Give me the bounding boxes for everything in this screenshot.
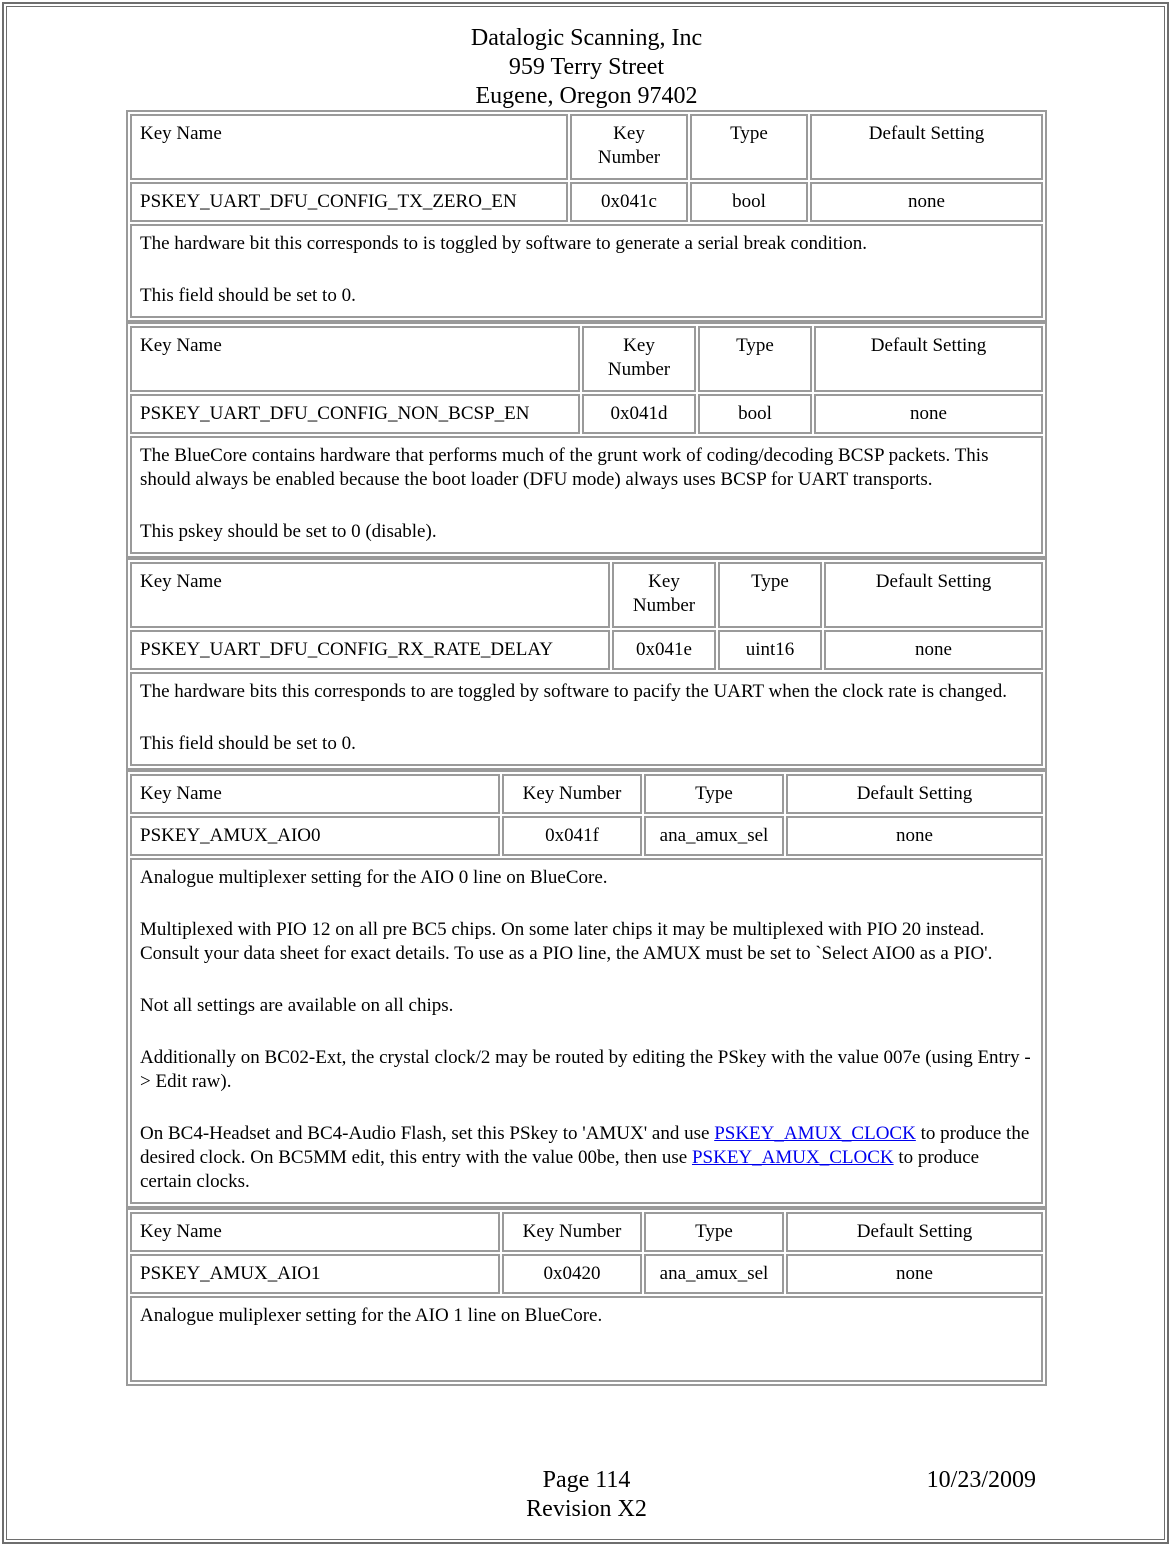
type-value: ana_amux_sel (644, 816, 784, 856)
key-number-value: 0x041e (612, 630, 716, 670)
col-key-name: Key Name (130, 326, 580, 392)
col-key-number: Key Number (582, 326, 696, 392)
key-number-value: 0x0420 (502, 1254, 642, 1294)
col-default-setting: Default Setting (786, 774, 1043, 814)
company-city: Eugene, Oregon 97402 (475, 83, 698, 109)
description-row (130, 1296, 1043, 1382)
col-default-setting: Default Setting (786, 1212, 1043, 1252)
description-paragraph: Analogue muliplexer setting for the AIO 1 line on BlueCore. (140, 1305, 603, 1326)
default-value: none (814, 394, 1043, 434)
col-key-name: Key Name (130, 774, 500, 814)
table-header-row (130, 326, 1043, 392)
pskey-table (126, 1208, 1047, 1386)
key-number-value: 0x041d (582, 394, 696, 434)
default-value: none (810, 182, 1043, 222)
description-cell (130, 436, 1043, 554)
col-type: Type (644, 1212, 784, 1252)
company-name: Datalogic Scanning, Inc (470, 25, 703, 51)
description-row (130, 858, 1043, 1204)
page-number: Page 114 (542, 1467, 631, 1493)
type-value: uint16 (718, 630, 822, 670)
description-cell (130, 224, 1043, 318)
pskey-tables (126, 110, 1047, 1386)
description-paragraph: The BlueCore contains hardware that performs much of the grunt work of coding/decoding BCSP packets. This should always be enabled because the boot loader (DFU mode) always uses BCSP for UART transports. (140, 445, 989, 490)
col-default-setting: Default Setting (814, 326, 1043, 392)
col-key-name: Key Name (130, 562, 610, 628)
description-row (130, 672, 1043, 766)
description-text: On BC4-Headset and BC4-Audio Flash, set this PSkey to 'AMUX' and use (140, 1123, 715, 1144)
pskey-amux-clock-link[interactable]: PSKEY_AMUX_CLOCK (691, 1147, 894, 1168)
key-name-value: PSKEY_UART_DFU_CONFIG_TX_ZERO_EN (130, 182, 568, 222)
description-text: to produce the desired clock. On BC5MM edit, this entry with the value 00be, then use (140, 1123, 1030, 1168)
description-cell (130, 672, 1043, 766)
table-header-row (130, 774, 1043, 814)
col-type: Type (698, 326, 812, 392)
col-type: Type (690, 114, 808, 180)
col-key-number: Key Number (570, 114, 688, 180)
description-paragraph: The hardware bits this corresponds to are toggled by software to pacify the UART when the clock rate is changed. (140, 681, 1007, 702)
key-name-value: PSKEY_UART_DFU_CONFIG_RX_RATE_DELAY (130, 630, 610, 670)
col-key-number: Key Number (612, 562, 716, 628)
col-type: Type (718, 562, 822, 628)
col-key-number: Key Number (502, 1212, 642, 1252)
type-value: bool (690, 182, 808, 222)
key-number-value: 0x041f (502, 816, 642, 856)
letterhead (0, 24, 1173, 111)
description-paragraph: This field should be set to 0. (140, 733, 356, 754)
description-paragraph: This pskey should be set to 0 (disable). (140, 521, 437, 542)
key-name-value: PSKEY_AMUX_AIO1 (130, 1254, 500, 1294)
default-value: none (824, 630, 1043, 670)
col-type: Type (644, 774, 784, 814)
default-value: none (786, 1254, 1043, 1294)
type-value: ana_amux_sel (644, 1254, 784, 1294)
col-key-number: Key Number (502, 774, 642, 814)
page-footer (0, 1466, 1173, 1524)
key-number-value: 0x041c (570, 182, 688, 222)
company-street: 959 Terry Street (508, 54, 665, 80)
table-row (130, 182, 1043, 222)
col-key-name: Key Name (130, 1212, 500, 1252)
description-cell (130, 858, 1043, 1204)
table-row (130, 816, 1043, 856)
description-paragraph: This field should be set to 0. (140, 285, 356, 306)
pskey-amux-clock-link[interactable]: PSKEY_AMUX_CLOCK (714, 1123, 916, 1144)
description-paragraph-with-links (140, 1122, 1033, 1194)
revision: Revision X2 (526, 1496, 647, 1522)
footer-date: 10/23/2009 (926, 1467, 1036, 1493)
description-text: to produce certain clocks. (140, 1147, 980, 1192)
description-row (130, 436, 1043, 554)
col-key-name: Key Name (130, 114, 568, 180)
table-row (130, 394, 1043, 434)
default-value: none (786, 816, 1043, 856)
col-default-setting: Default Setting (810, 114, 1043, 180)
table-header-row (130, 562, 1043, 628)
description-paragraph: Additionally on BC02-Ext, the crystal clock/2 may be routed by editing the PSkey with the value 007e (using Entry -> Edit raw). (140, 1047, 1031, 1092)
pskey-table (126, 322, 1047, 558)
key-name-value: PSKEY_AMUX_AIO0 (130, 816, 500, 856)
col-default-setting: Default Setting (824, 562, 1043, 628)
description-row (130, 224, 1043, 318)
table-header-row (130, 1212, 1043, 1252)
description-paragraph: Not all settings are available on all chips. (140, 995, 454, 1016)
description-cell (130, 1296, 1043, 1382)
pskey-table (126, 110, 1047, 322)
spacer (140, 1356, 1033, 1372)
key-name-value: PSKEY_UART_DFU_CONFIG_NON_BCSP_EN (130, 394, 580, 434)
pskey-table (126, 770, 1047, 1208)
table-row (130, 630, 1043, 670)
table-header-row (130, 114, 1043, 180)
description-paragraph: Analogue multiplexer setting for the AIO 0 line on BlueCore. (140, 867, 608, 888)
type-value: bool (698, 394, 812, 434)
table-row (130, 1254, 1043, 1294)
pskey-table (126, 558, 1047, 770)
description-paragraph: The hardware bit this corresponds to is toggled by software to generate a serial break condition. (140, 233, 868, 254)
description-paragraph: Multiplexed with PIO 12 on all pre BC5 chips. On some later chips it may be multiplexed with PIO 20 instead. Consult your data sheet for exact details. To use as a PIO line, the AMUX must be set to `Select AIO0 as a PIO'. (140, 919, 993, 964)
